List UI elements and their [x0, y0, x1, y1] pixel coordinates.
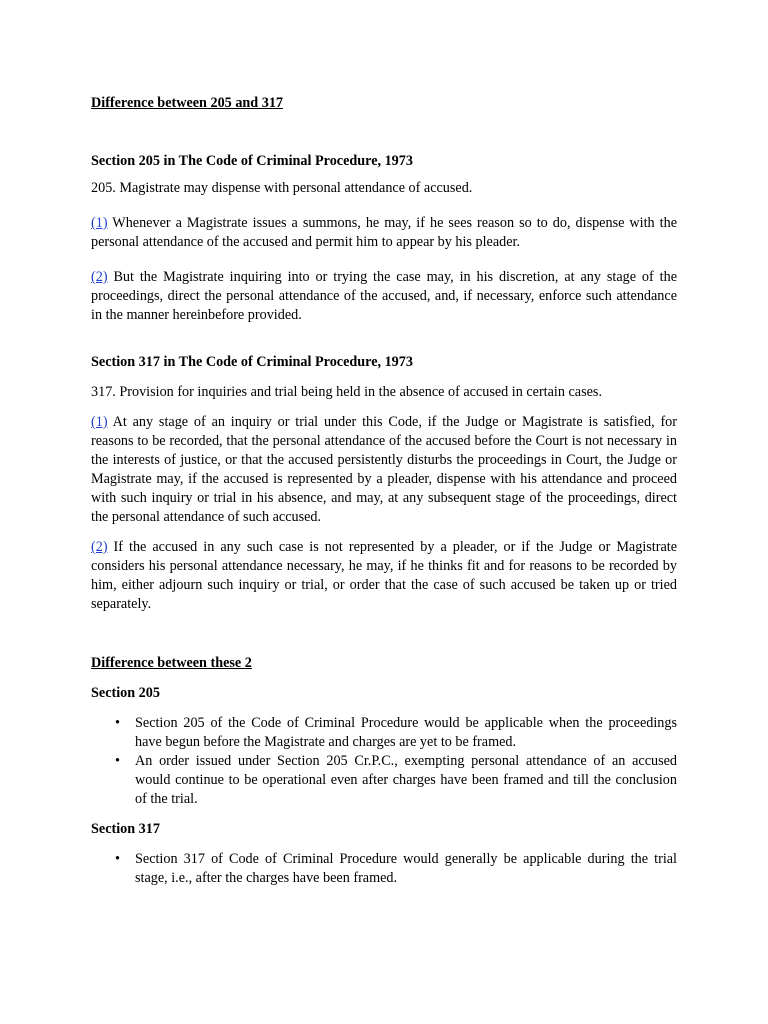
difference-title: Difference between these 2 — [91, 655, 252, 671]
section-205-clause-2 — [91, 268, 677, 325]
list-item: • An order issued under Section 205 Cr.P.C., exempting personal attendance of an accused would continue to be operational even after charges have been framed and till the conclusion of the trial. — [115, 753, 677, 807]
section-205-intro: 205. Magistrate may dispense with personal attendance of accused. — [91, 180, 473, 196]
bullet-icon: • — [115, 851, 120, 867]
difference-317-heading: Section 317 — [91, 821, 160, 837]
document-title: Difference between 205 and 317 — [91, 95, 284, 111]
list-item: • Section 205 of the Code of Criminal Procedure would be applicable when the proceedings have begun before the Magistrate and charges are yet to be framed. — [115, 715, 677, 750]
section-317-intro: 317. Provision for inquiries and trial being held in the absence of accused in certain cases. — [91, 384, 602, 400]
list-item: • Section 317 of Code of Criminal Procedure would generally be applicable during the trial stage, i.e., after the charges have been framed. — [115, 851, 677, 886]
clause-2-link[interactable]: (2) — [91, 269, 108, 285]
difference-205-heading: Section 205 — [91, 685, 160, 701]
clause-1-link[interactable]: (1) — [91, 414, 108, 430]
clause-text: If the accused in any such case is not represented by a pleader, or if the Judge or Magistrate considers his personal attendance necessary, he may, if he thinks fit and for reasons to be recorded by him, either adjourn such inquiry or trial, or order that the case of such accused be taken up or tried separately. — [91, 539, 677, 612]
clause-text: At any stage of an inquiry or trial under this Code, if the Judge or Magistrate is satisfied, for reasons to be recorded, that the personal attendance of the accused before the Court is not necessary in the interests of justice, or that the accused persistently disturbs the proceedings in Court, the Judge or Magistrate may, if the accused is represented by a pleader, dispense with his attendance and proceed with such inquiry or trial in his absence, and may, at any subsequent stage of the proceedings, direct the personal attendance of such accused. — [91, 414, 677, 525]
section-205-heading: Section 205 in The Code of Criminal Procedure, 1973 — [91, 153, 413, 169]
clause-2-link[interactable]: (2) — [91, 539, 108, 555]
difference-317-list — [91, 850, 677, 888]
section-205-clause-1 — [91, 214, 677, 252]
section-317-heading: Section 317 in The Code of Criminal Procedure, 1973 — [91, 354, 413, 370]
section-317-clause-2 — [91, 538, 677, 614]
bullet-icon: • — [115, 753, 120, 769]
bullet-icon: • — [115, 715, 120, 731]
difference-205-list — [91, 714, 677, 809]
section-317-clause-1 — [91, 413, 677, 527]
clause-text: But the Magistrate inquiring into or trying the case may, in his discretion, at any stage of the proceedings, direct the personal attendance of the accused, and, if necessary, enforce such attendance in the manner hereinbefore provided. — [91, 269, 677, 323]
clause-text: Whenever a Magistrate issues a summons, he may, if he sees reason so to do, dispense with the personal attendance of the accused and permit him to appear by his pleader. — [91, 215, 677, 250]
clause-1-link[interactable]: (1) — [91, 215, 108, 231]
